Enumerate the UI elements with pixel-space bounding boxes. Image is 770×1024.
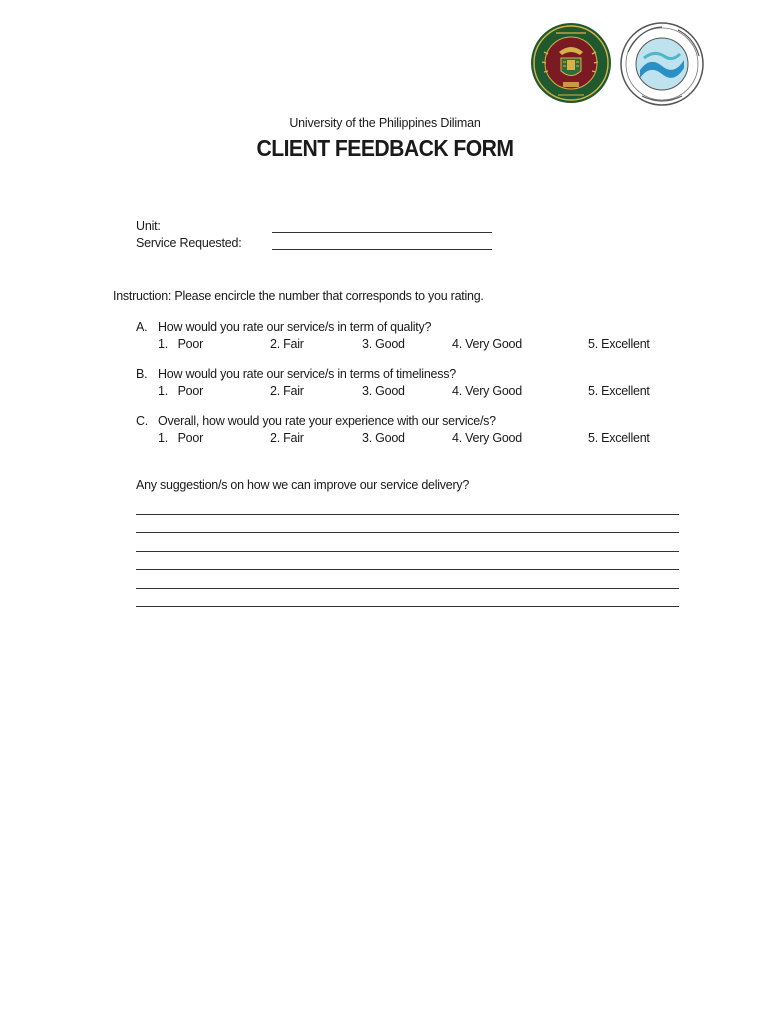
suggestion-answer-area[interactable] — [136, 496, 679, 607]
rating-option-good[interactable]: 3. Good — [362, 384, 405, 398]
question-text: Overall, how would you rate your experience with our service/s? — [158, 414, 496, 428]
rating-options — [136, 337, 696, 353]
rating-option-poor[interactable]: 1. Poor — [158, 431, 203, 445]
rating-option-fair[interactable]: 2. Fair — [270, 384, 304, 398]
suggestion-blank-line[interactable] — [136, 570, 679, 589]
rating-options — [136, 431, 696, 447]
up-seal-icon — [530, 22, 612, 104]
instruction-text: Instruction: Please encircle the number that corresponds to you rating. — [113, 289, 484, 303]
suggestion-blank-line[interactable] — [136, 552, 679, 571]
css-seal-icon — [620, 22, 704, 106]
rating-option-poor[interactable]: 1. Poor — [158, 337, 203, 351]
unit-field[interactable] — [136, 219, 272, 233]
rating-options — [136, 384, 696, 400]
unit-blank-line[interactable] — [272, 232, 492, 233]
rating-option-good[interactable]: 3. Good — [362, 431, 405, 445]
rating-option-very-good[interactable]: 4. Very Good — [452, 431, 522, 445]
question-text: How would you rate our service/s in terms of timeliness? — [158, 367, 456, 381]
question-letter: C. — [136, 414, 148, 428]
service-requested-field[interactable] — [136, 236, 272, 250]
rating-option-excellent[interactable]: 5. Excellent — [588, 431, 650, 445]
rating-option-fair[interactable]: 2. Fair — [270, 337, 304, 351]
question-text: How would you rate our service/s in term of quality? — [158, 320, 432, 334]
suggestion-blank-line[interactable] — [136, 533, 679, 552]
organization-name: University of the Philippines Diliman — [289, 116, 481, 130]
question-letter: B. — [136, 367, 148, 381]
suggestion-prompt: Any suggestion/s on how we can improve our service delivery? — [136, 478, 470, 492]
rating-option-poor[interactable]: 1. Poor — [158, 384, 203, 398]
rating-option-good[interactable]: 3. Good — [362, 337, 405, 351]
suggestion-blank-line[interactable] — [136, 589, 679, 608]
rating-option-excellent[interactable]: 5. Excellent — [588, 337, 650, 351]
suggestion-blank-line[interactable] — [136, 496, 679, 515]
form-title: CLIENT FEEDBACK FORM — [256, 135, 514, 161]
rating-option-fair[interactable]: 2. Fair — [270, 431, 304, 445]
question-letter: A. — [136, 320, 148, 334]
service-requested-label: Service Requested: — [136, 236, 242, 250]
rating-option-very-good[interactable]: 4. Very Good — [452, 384, 522, 398]
rating-option-excellent[interactable]: 5. Excellent — [588, 384, 650, 398]
service-requested-blank-line[interactable] — [272, 249, 492, 250]
suggestion-blank-line[interactable] — [136, 515, 679, 534]
unit-label: Unit: — [136, 219, 161, 233]
rating-option-very-good[interactable]: 4. Very Good — [452, 337, 522, 351]
